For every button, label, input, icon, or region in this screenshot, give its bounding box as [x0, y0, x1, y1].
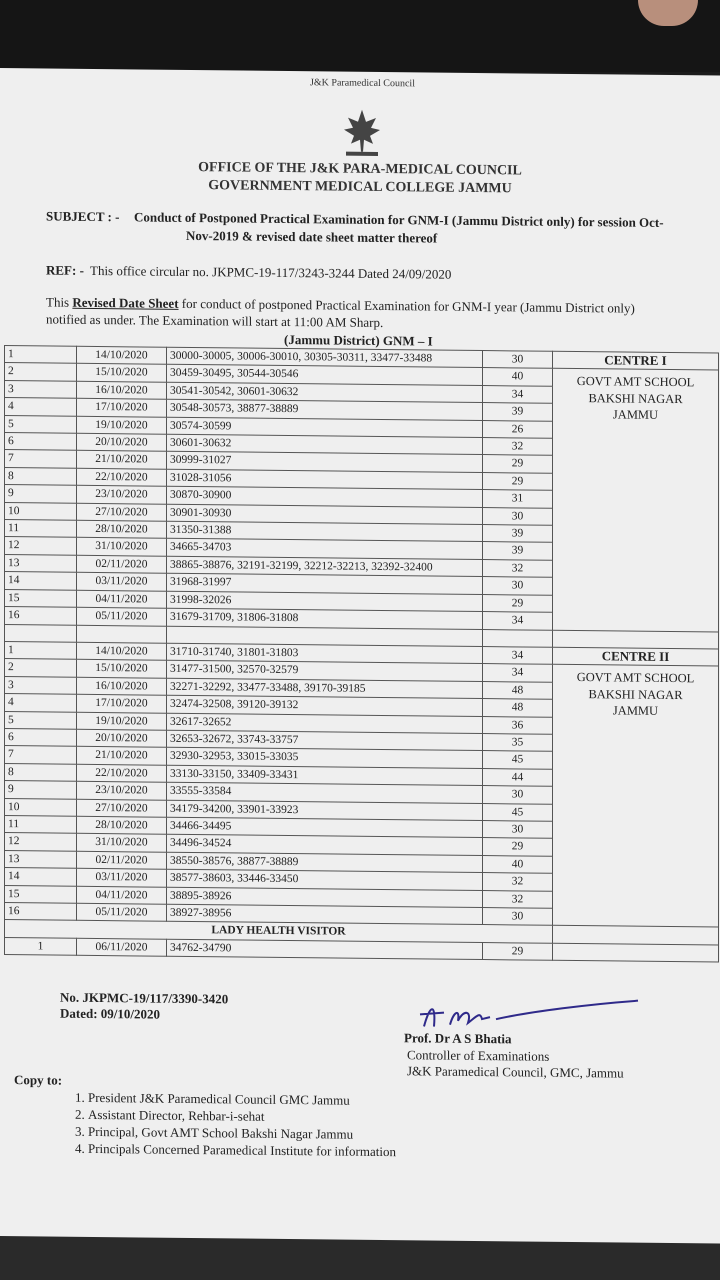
roll-range-cell: 31710-31740, 31801-31803: [167, 643, 483, 664]
candidate-count-cell: 40: [483, 855, 553, 873]
roll-range-cell: 30000-30005, 30006-30010, 30305-30311, 33477-33488: [167, 347, 483, 368]
roll-range-cell: 34496-34524: [167, 835, 483, 856]
date-cell: 22/10/2020: [77, 764, 167, 782]
roll-range-cell: 32653-32672, 33743-33757: [167, 730, 483, 751]
candidate-count-cell: 29: [483, 838, 553, 856]
candidate-count-cell: 32: [483, 890, 553, 908]
intro-revised: Revised Date Sheet: [72, 294, 179, 311]
candidate-count-cell: 32: [483, 438, 553, 456]
serial-no-cell: 3: [5, 676, 77, 694]
centre-address-line: BAKSHI NAGAR: [588, 686, 683, 702]
date-cell: 21/10/2020: [77, 747, 167, 765]
serial-no-cell: 5: [5, 711, 77, 729]
serial-no-cell: 13: [5, 850, 77, 868]
serial-no-cell: 14: [5, 572, 77, 590]
date-cell: 14/10/2020: [77, 642, 167, 660]
intro-rest: for conduct of postponed Practical Examination for GNM-I year (Jammu District only): [181, 295, 635, 316]
date-cell: 17/10/2020: [77, 399, 167, 417]
centre-address-cell: [553, 369, 719, 632]
serial-no-cell: 4: [5, 694, 77, 712]
candidate-count-cell: 30: [483, 821, 553, 839]
serial-no-cell: 7: [5, 450, 77, 468]
candidate-count-cell: 44: [483, 768, 553, 786]
date-cell: 04/11/2020: [77, 590, 167, 608]
roll-range-cell: 34762-34790: [167, 939, 483, 960]
candidate-count-cell: 30: [483, 351, 553, 369]
letter-number: No. JKPMC-19/117/3390-3420: [60, 989, 229, 1007]
signatory-name: Prof. Dr A S Bhatia: [404, 1030, 512, 1047]
serial-no-cell: 10: [5, 798, 77, 816]
roll-range-cell: 38895-38926: [167, 887, 483, 908]
intro-this: This: [46, 294, 70, 310]
serial-no-cell: 9: [5, 781, 77, 799]
date-cell: 20/10/2020: [77, 433, 167, 451]
serial-no-cell: 11: [5, 816, 77, 834]
serial-no-cell: 4: [5, 398, 77, 416]
letter-date: Dated: 09/10/2020: [60, 1005, 161, 1022]
candidate-count-cell: 32: [483, 559, 553, 577]
roll-range-cell: 30870-30900: [167, 486, 483, 507]
roll-range-cell: 31477-31500, 32570-32579: [167, 661, 483, 682]
date-cell: 27/10/2020: [77, 799, 167, 817]
date-cell: 16/10/2020: [77, 381, 167, 399]
subject-label: SUBJECT : -: [46, 208, 120, 225]
candidate-count-cell: 48: [483, 681, 553, 699]
candidate-count-cell: 45: [483, 803, 553, 821]
roll-range-cell: 31968-31997: [167, 574, 483, 595]
office-title: OFFICE OF THE J&K PARA-MEDICAL COUNCIL: [198, 160, 522, 179]
subject-line1: Conduct of Postponed Practical Examination for GNM-I (Jammu District only) for session Oct-: [134, 209, 664, 230]
candidate-count-cell: 30: [483, 908, 553, 926]
candidate-count-cell: 30: [483, 507, 553, 525]
signatory-designation: Controller of Examinations: [407, 1047, 550, 1064]
date-cell: 23/10/2020: [77, 781, 167, 799]
roll-range-cell: 30574-30599: [167, 417, 483, 438]
candidate-count-cell: 30: [483, 786, 553, 804]
council-logo: [310, 77, 415, 172]
date-cell: 31/10/2020: [77, 834, 167, 852]
date-cell: 21/10/2020: [77, 451, 167, 469]
candidate-count-cell: 29: [483, 455, 553, 473]
candidate-count-cell: 34: [483, 646, 553, 664]
roll-range-cell: 34179-34200, 33901-33923: [167, 800, 483, 821]
centre-name-cell: CENTRE I: [553, 351, 719, 370]
candidate-count-cell: 39: [483, 525, 553, 543]
serial-no-cell: 15: [5, 589, 77, 607]
roll-range-cell: 32474-32508, 39120-39132: [167, 695, 483, 716]
roll-range-cell: 32271-32292, 33477-33488, 39170-39185: [167, 678, 483, 699]
ref-label: REF: -: [46, 262, 84, 278]
copy-to-label: Copy to:: [14, 1072, 63, 1088]
serial-no-cell: 5: [5, 415, 77, 433]
copy-to-list: [66, 1089, 396, 1160]
roll-range-cell: 33555-33584: [167, 782, 483, 803]
empty-cell: [553, 943, 719, 962]
serial-no-cell: 9: [5, 485, 77, 503]
roll-range-cell: 34466-34495: [167, 817, 483, 838]
candidate-count-cell: 40: [483, 368, 553, 386]
roll-range-cell: 38577-38603, 33446-33450: [167, 869, 483, 890]
roll-range-cell: 30901-30930: [167, 504, 483, 525]
date-cell: 19/10/2020: [77, 712, 167, 730]
date-cell: 02/11/2020: [77, 555, 167, 573]
serial-no-cell: 6: [5, 728, 77, 746]
date-cell: 17/10/2020: [77, 694, 167, 712]
roll-range-cell: 30459-30495, 30544-30546: [167, 365, 483, 386]
serial-no-cell: 12: [5, 833, 77, 851]
candidate-count-cell: 29: [483, 594, 553, 612]
date-cell: 06/11/2020: [77, 938, 167, 956]
college-title: GOVERNMENT MEDICAL COLLEGE JAMMU: [208, 178, 512, 197]
candidate-count-cell: 34: [483, 385, 553, 403]
copy-item: 4. Principals Concerned Paramedical Institute for information: [88, 1140, 396, 1160]
subject-line2: Nov-2019 & revised date sheet matter thereof: [186, 227, 438, 246]
candidate-count-cell: 35: [483, 733, 553, 751]
serial-no-cell: 1: [5, 937, 77, 955]
date-cell: 15/10/2020: [77, 660, 167, 678]
empty-cell: [5, 624, 77, 642]
date-cell: 14/10/2020: [77, 346, 167, 364]
serial-no-cell: 8: [5, 467, 77, 485]
date-cell: 27/10/2020: [77, 503, 167, 521]
table-title: (Jammu District) GNM – I: [284, 331, 433, 349]
candidate-count-cell: 29: [483, 942, 553, 960]
serial-no-cell: 7: [5, 746, 77, 764]
intro-line2: notified as under. The Examination will start at 11:00 AM Sharp.: [46, 311, 384, 331]
roll-range-cell: 33130-33150, 33409-33431: [167, 765, 483, 786]
roll-range-cell: 30999-31027: [167, 452, 483, 473]
candidate-count-cell: 26: [483, 420, 553, 438]
background-top: [0, 0, 720, 72]
candidate-count-cell: 36: [483, 716, 553, 734]
roll-range-cell: 31679-31709, 31806-31808: [167, 608, 483, 629]
date-cell: 15/10/2020: [77, 364, 167, 382]
candidate-count-cell: 39: [483, 403, 553, 421]
roll-range-cell: 38927-38956: [167, 904, 483, 925]
date-cell: 05/11/2020: [77, 607, 167, 625]
candidate-count-cell: 39: [483, 542, 553, 560]
lhv-heading-cell: LADY HEALTH VISITOR: [5, 920, 553, 943]
centre-address-line: JAMMU: [612, 407, 659, 423]
roll-range-cell: 38865-38876, 32191-32199, 32212-32213, 32392-32400: [167, 556, 483, 577]
serial-no-cell: 16: [5, 903, 77, 921]
centre-address-line: GOVT AMT SCHOOL: [576, 670, 695, 686]
roll-range-cell: 30548-30573, 38877-38889: [167, 399, 483, 420]
roll-range-cell: 31998-32026: [167, 591, 483, 612]
centre-address-cell: [553, 665, 719, 928]
candidate-count-cell: 29: [483, 472, 553, 490]
empty-cell: [483, 629, 553, 647]
roll-range-cell: 31350-31388: [167, 521, 483, 542]
serial-no-cell: 10: [5, 502, 77, 520]
roll-range-cell: 34665-34703: [167, 539, 483, 560]
candidate-count-cell: 34: [483, 612, 553, 630]
date-cell: 03/11/2020: [77, 573, 167, 591]
serial-no-cell: 11: [5, 520, 77, 538]
roll-range-cell: 30541-30542, 30601-30632: [167, 382, 483, 403]
serial-no-cell: 12: [5, 537, 77, 555]
logo-arc-text: J&K Paramedical Council: [310, 77, 415, 90]
datesheet-table: [4, 345, 719, 963]
empty-cell: [553, 926, 719, 945]
empty-cell: [77, 625, 167, 643]
date-cell: 22/10/2020: [77, 468, 167, 486]
serial-no-cell: 16: [5, 607, 77, 625]
date-cell: 28/10/2020: [77, 816, 167, 834]
candidate-count-cell: 48: [483, 699, 553, 717]
candidate-count-cell: 31: [483, 490, 553, 508]
serial-no-cell: 2: [5, 659, 77, 677]
serial-no-cell: 8: [5, 763, 77, 781]
roll-range-cell: 32930-32953, 33015-33035: [167, 748, 483, 769]
serial-no-cell: 1: [5, 641, 77, 659]
copy-item: 1. President J&K Paramedical Council GMC Jammu: [88, 1089, 396, 1109]
serial-no-cell: 2: [5, 363, 77, 381]
centre-name-cell: CENTRE II: [553, 647, 719, 666]
date-cell: 23/10/2020: [77, 486, 167, 504]
date-cell: 19/10/2020: [77, 416, 167, 434]
empty-cell: [553, 630, 719, 649]
serial-no-cell: 6: [5, 433, 77, 451]
date-cell: 16/10/2020: [77, 677, 167, 695]
date-cell: 04/11/2020: [77, 886, 167, 904]
serial-no-cell: 3: [5, 380, 77, 398]
centre-address-line: BAKSHI NAGAR: [588, 390, 683, 406]
signatory-office: J&K Paramedical Council, GMC, Jammu: [407, 1063, 624, 1081]
candidate-count-cell: 34: [483, 664, 553, 682]
roll-range-cell: 30601-30632: [167, 434, 483, 455]
date-cell: 20/10/2020: [77, 729, 167, 747]
ref-text: This office circular no. JKPMC-19-117/3243-3244 Dated 24/09/2020: [90, 262, 452, 282]
serial-no-cell: 14: [5, 868, 77, 886]
copy-item: 2. Assistant Director, Rehbar-i-sehat: [88, 1106, 396, 1126]
candidate-count-cell: 30: [483, 577, 553, 595]
roll-range-cell: 32617-32652: [167, 713, 483, 734]
roll-range-cell: 38550-38576, 38877-38889: [167, 852, 483, 873]
date-cell: 31/10/2020: [77, 538, 167, 556]
centre-address-line: JAMMU: [612, 703, 659, 719]
candidate-count-cell: 32: [483, 873, 553, 891]
date-cell: 05/11/2020: [77, 903, 167, 921]
serial-no-cell: 15: [5, 885, 77, 903]
date-cell: 02/11/2020: [77, 851, 167, 869]
serial-no-cell: 1: [5, 346, 77, 364]
date-cell: 03/11/2020: [77, 868, 167, 886]
copy-item: 3. Principal, Govt AMT School Bakshi Nagar Jammu: [88, 1123, 396, 1143]
centre-address-line: GOVT AMT SCHOOL: [576, 374, 695, 390]
date-cell: 28/10/2020: [77, 520, 167, 538]
candidate-count-cell: 45: [483, 751, 553, 769]
serial-no-cell: 13: [5, 554, 77, 572]
roll-range-cell: 31028-31056: [167, 469, 483, 490]
document-sheet: [0, 68, 720, 1244]
